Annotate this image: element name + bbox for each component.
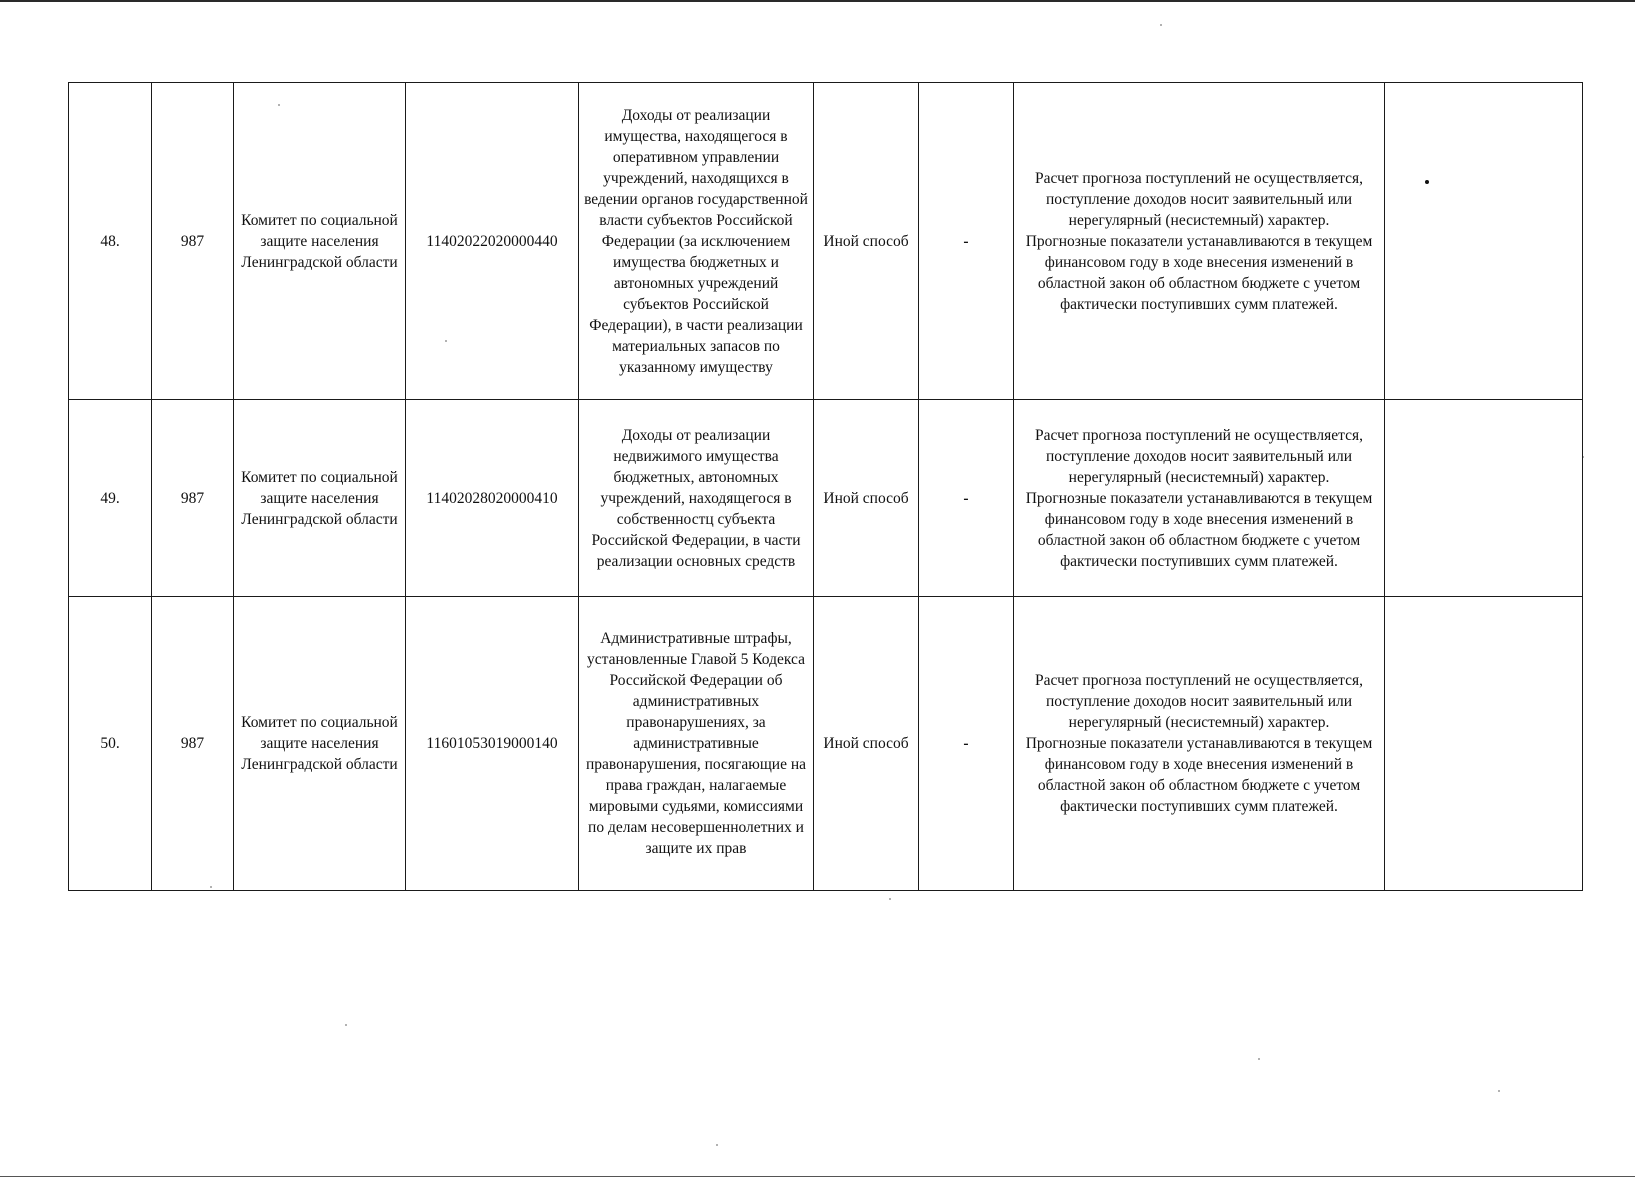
revenue-description-cell: Административные штрафы, установленные Главой 5 Кодекса Российской Федерации об административных правонарушениях, за административные правонарушения, посягающие на права граждан, налагаемые мировыми судьями, комиссиями по делам несовершеннолетних и защите их прав [579,597,814,891]
comment-cell [1014,597,1385,891]
administrator-name-cell: Комитет по социальной защите населения Ленинградской области [234,83,406,400]
scan-speck [716,1144,718,1146]
table-row [69,83,1583,400]
comment-cell [1014,83,1385,400]
dash-cell: - [919,83,1014,400]
scan-speck [1160,24,1162,26]
admin-code-cell: 987 [152,83,234,400]
scan-speck [889,898,891,900]
comment-cell [1014,400,1385,597]
comment-line-2: Прогнозные показатели устанавливаются в текущем финансовом году в ходе внесения изменений в областной закон об областном бюджете с учетом фактически поступивших сумм платежей. [1025,489,1373,570]
admin-code-cell: 987 [152,597,234,891]
comment-line-1: Расчет прогноза поступлений не осуществляется, поступление доходов носит заявительный или нерегулярный (несистемный) характер. [1035,426,1363,486]
scan-bottom-edge [0,1176,1635,1177]
row-number-cell: 48. [69,83,152,400]
scan-speck [1498,1090,1500,1092]
method-cell: Иной способ [814,597,919,891]
method-cell: Иной способ [814,400,919,597]
comment-line-1: Расчет прогноза поступлений не осуществляется, поступление доходов носит заявительный или нерегулярный (несистемный) характер. [1035,169,1363,229]
row-number-cell: 49. [69,400,152,597]
method-cell: Иной способ [814,83,919,400]
scan-speck [345,1024,347,1026]
revenue-description-cell: Доходы от реализации имущества, находящегося в оперативном управлении учреждений, находящихся в ведении органов государственной власти субъектов Российской Федерации (за исключением имущества бюджетных и автономных учреждений субъектов Российской Федерации), в части реализации материальных запасов по указанному имуществу [579,83,814,400]
dash-cell: - [919,400,1014,597]
comment-line-2: Прогнозные показатели устанавливаются в текущем финансовом году в ходе внесения изменений в областной закон об областном бюджете с учетом фактически поступивших сумм платежей. [1025,232,1373,313]
kbk-code-cell: 11601053019000140 [406,597,579,891]
empty-cell [1385,83,1583,400]
empty-cell [1385,400,1583,597]
table-row [69,597,1583,891]
admin-code-cell: 987 [152,400,234,597]
revenue-forecast-table [68,82,1583,891]
empty-cell [1385,597,1583,891]
row-number-cell: 50. [69,597,152,891]
revenue-description-cell: Доходы от реализации недвижимого имущества бюджетных, автономных учреждений, находящегося в собственностц субъекта Российской Федерации, в части реализации основных средств [579,400,814,597]
dash-cell: - [919,597,1014,891]
comment-line-1: Расчет прогноза поступлений не осуществляется, поступление доходов носит заявительный или нерегулярный (несистемный) характер. [1035,672,1363,731]
kbk-code-cell: 11402028020000410 [406,400,579,597]
scan-speck [1258,1058,1260,1060]
administrator-name-cell: Комитет по социальной защите населения Ленинградской области [234,597,406,891]
comment-line-2: Прогнозные показатели устанавливаются в текущем финансовом году в ходе внесения изменений в областной закон об областном бюджете с учетом фактически поступивших сумм платежей. [1025,735,1373,815]
administrator-name-cell: Комитет по социальной защите населения Ленинградской области [234,400,406,597]
scan-top-edge [0,0,1635,2]
table-row [69,400,1583,597]
kbk-code-cell: 11402022020000440 [406,83,579,400]
